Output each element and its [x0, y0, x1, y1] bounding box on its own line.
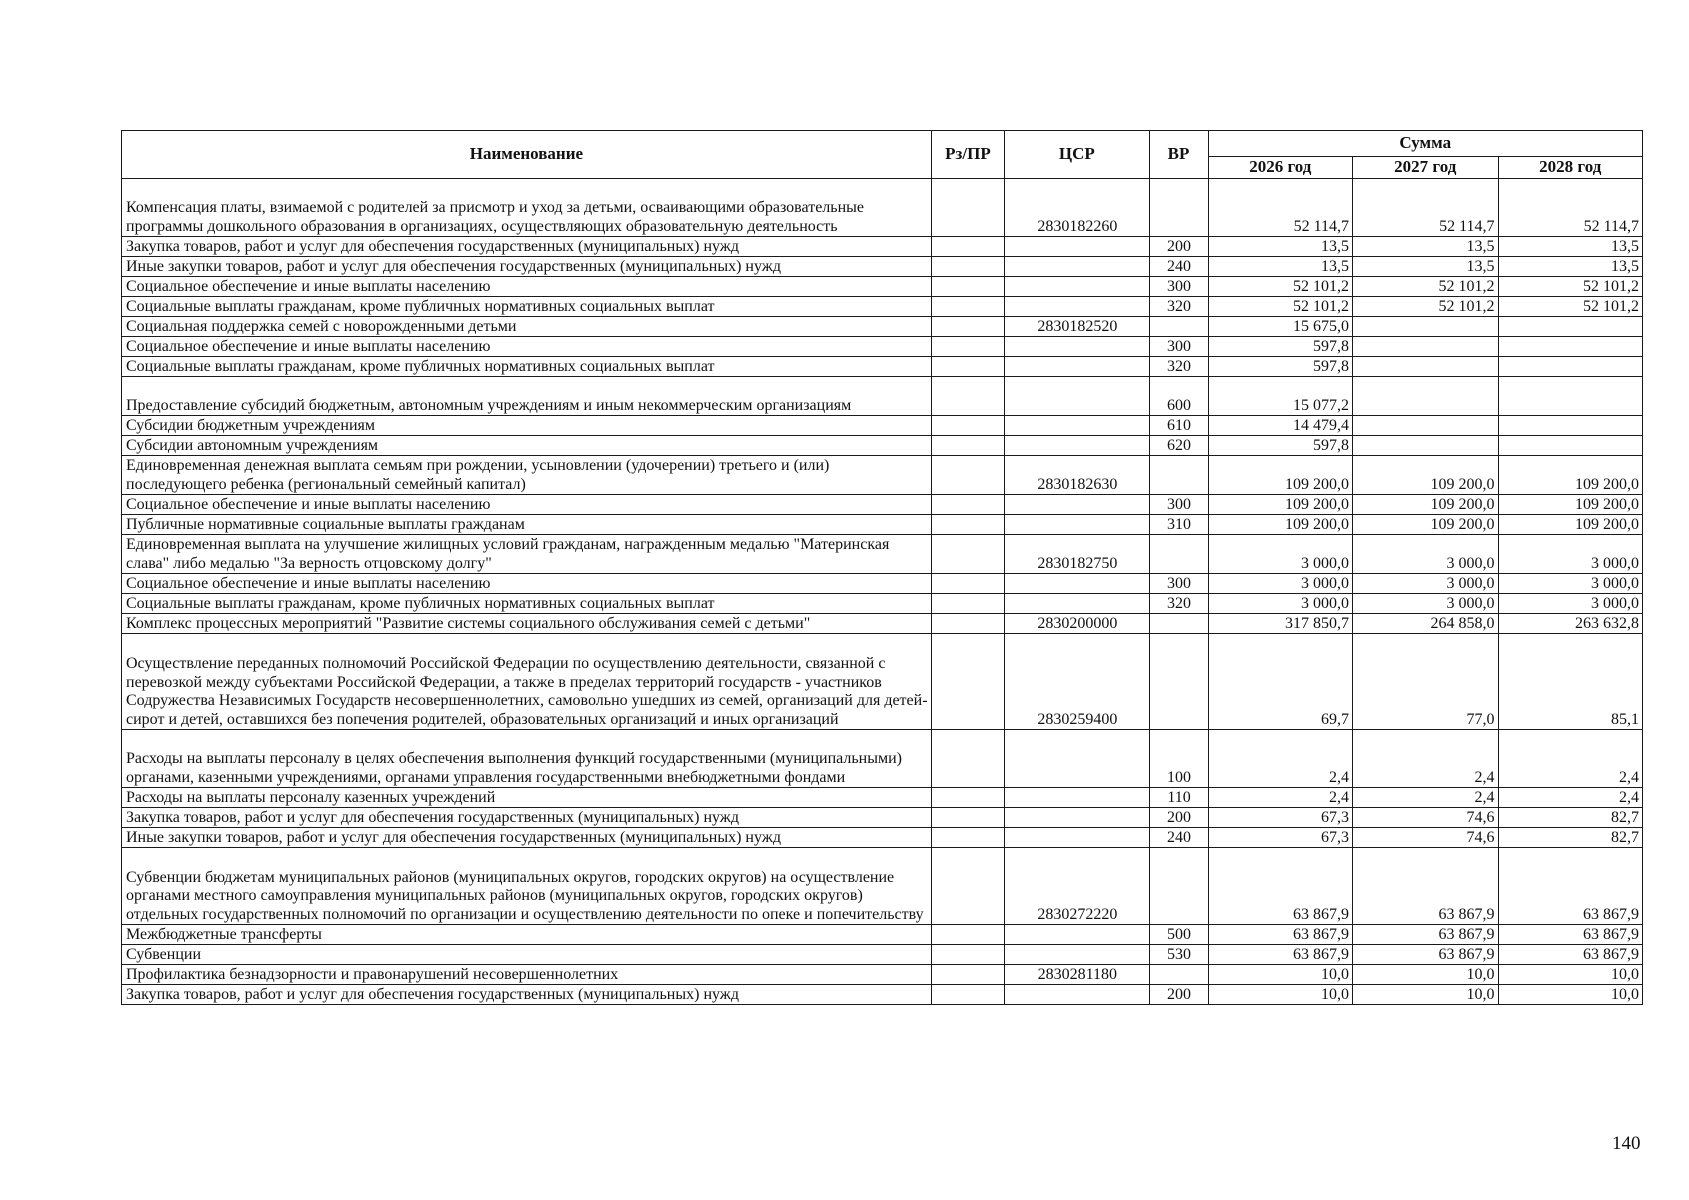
row-sum-2027: 52 101,2 [1353, 277, 1498, 297]
row-sum-2026: 52 101,2 [1208, 297, 1352, 317]
row-name: Расходы на выплаты персоналу казенных учреждений [122, 788, 932, 808]
header-sum: Сумма [1208, 131, 1642, 157]
table-row [122, 257, 1643, 277]
row-sum-2028: 52 101,2 [1498, 277, 1643, 297]
row-csr [1005, 985, 1149, 1005]
row-name: Социальное обеспечение и иные выплаты населению [122, 574, 932, 594]
row-rz-pr [931, 535, 1004, 574]
table-row [122, 925, 1643, 945]
row-sum-2028: 63 867,9 [1498, 945, 1643, 965]
row-vr: 110 [1149, 788, 1208, 808]
row-name: Профилактика безнадзорности и правонарушений несовершеннолетних [122, 965, 932, 985]
row-sum-2026: 597,8 [1208, 337, 1352, 357]
row-rz-pr [931, 377, 1004, 416]
row-sum-2028: 2,4 [1498, 788, 1643, 808]
row-sum-2026: 109 200,0 [1208, 515, 1352, 535]
table-row [122, 985, 1643, 1005]
row-rz-pr [931, 436, 1004, 456]
row-sum-2028: 2,4 [1498, 730, 1643, 788]
row-name: Закупка товаров, работ и услуг для обеспечения государственных (муниципальных) нужд [122, 985, 932, 1005]
row-rz-pr [931, 594, 1004, 614]
row-vr: 310 [1149, 515, 1208, 535]
row-vr: 240 [1149, 828, 1208, 848]
table-row [122, 436, 1643, 456]
row-sum-2026: 3 000,0 [1208, 574, 1352, 594]
row-rz-pr [931, 337, 1004, 357]
row-csr [1005, 574, 1149, 594]
row-csr: 2830272220 [1005, 848, 1149, 925]
row-vr [1149, 535, 1208, 574]
row-name: Расходы на выплаты персоналу в целях обеспечения выполнения функций государственными (муниципальными) органами, казенными учреждениями, органами управления государственными внебюджетными фондами [122, 730, 932, 788]
row-sum-2027: 3 000,0 [1353, 574, 1498, 594]
row-csr: 2830182260 [1005, 179, 1149, 237]
row-vr: 200 [1149, 985, 1208, 1005]
row-name: Единовременная выплата на улучшение жилищных условий гражданам, награжденным медалью "Материнская слава" либо медалью "За верность отцовскому долгу" [122, 535, 932, 574]
row-rz-pr [931, 237, 1004, 257]
row-sum-2027: 3 000,0 [1353, 535, 1498, 574]
row-sum-2026: 13,5 [1208, 257, 1352, 277]
row-name: Социальные выплаты гражданам, кроме публичных нормативных социальных выплат [122, 297, 932, 317]
row-sum-2028: 63 867,9 [1498, 925, 1643, 945]
table-row [122, 317, 1643, 337]
row-sum-2028: 63 867,9 [1498, 848, 1643, 925]
table-row [122, 456, 1643, 495]
row-vr: 100 [1149, 730, 1208, 788]
row-vr: 300 [1149, 337, 1208, 357]
row-vr [1149, 848, 1208, 925]
row-csr: 2830182750 [1005, 535, 1149, 574]
row-name: Социальная поддержка семей с новорожденными детьми [122, 317, 932, 337]
row-csr [1005, 945, 1149, 965]
row-sum-2028 [1498, 337, 1643, 357]
row-sum-2027: 13,5 [1353, 257, 1498, 277]
row-sum-2027 [1353, 377, 1498, 416]
row-sum-2027: 264 858,0 [1353, 614, 1498, 634]
row-name: Субвенции бюджетам муниципальных районов (муниципальных округов, городских округов) на осуществление органами местного самоуправления муниципальных районов (муниципальных округов, городских округов) отдельных государственных полномочий по организации и осуществлению деятельности по опеке и попечительству [122, 848, 932, 925]
row-sum-2027: 109 200,0 [1353, 495, 1498, 515]
row-rz-pr [931, 574, 1004, 594]
row-sum-2026: 109 200,0 [1208, 456, 1352, 495]
table-row [122, 237, 1643, 257]
row-name: Социальное обеспечение и иные выплаты населению [122, 495, 932, 515]
row-sum-2026: 3 000,0 [1208, 594, 1352, 614]
row-sum-2027: 2,4 [1353, 730, 1498, 788]
row-rz-pr [931, 985, 1004, 1005]
row-rz-pr [931, 317, 1004, 337]
row-sum-2028 [1498, 436, 1643, 456]
row-rz-pr [931, 277, 1004, 297]
row-csr [1005, 808, 1149, 828]
row-sum-2028 [1498, 377, 1643, 416]
row-csr: 2830200000 [1005, 614, 1149, 634]
row-vr: 320 [1149, 594, 1208, 614]
table-row [122, 357, 1643, 377]
header-rz-pr: Рз/ПР [931, 131, 1004, 179]
row-sum-2028 [1498, 317, 1643, 337]
row-csr: 2830182630 [1005, 456, 1149, 495]
row-name: Социальные выплаты гражданам, кроме публичных нормативных социальных выплат [122, 357, 932, 377]
row-sum-2026: 317 850,7 [1208, 614, 1352, 634]
row-rz-pr [931, 808, 1004, 828]
header-year-2028: 2028 год [1498, 157, 1643, 179]
row-sum-2028: 52 101,2 [1498, 297, 1643, 317]
row-rz-pr [931, 495, 1004, 515]
row-vr: 320 [1149, 297, 1208, 317]
row-csr: 2830259400 [1005, 634, 1149, 730]
row-sum-2027: 109 200,0 [1353, 515, 1498, 535]
row-sum-2028: 109 200,0 [1498, 495, 1643, 515]
row-csr [1005, 237, 1149, 257]
row-sum-2027: 74,6 [1353, 808, 1498, 828]
row-sum-2026: 67,3 [1208, 808, 1352, 828]
row-csr [1005, 436, 1149, 456]
table-row [122, 277, 1643, 297]
row-name: Компенсация платы, взимаемой с родителей за присмотр и уход за детьми, осваивающими образовательные программы дошкольного образования в организациях, осуществляющих образовательную деятельность [122, 179, 932, 237]
row-vr [1149, 317, 1208, 337]
row-sum-2027: 13,5 [1353, 237, 1498, 257]
row-sum-2026: 597,8 [1208, 436, 1352, 456]
row-sum-2028: 10,0 [1498, 965, 1643, 985]
row-name: Предоставление субсидий бюджетным, автономным учреждениям и иным некоммерческим организациям [122, 377, 932, 416]
row-sum-2028: 263 632,8 [1498, 614, 1643, 634]
row-name: Закупка товаров, работ и услуг для обеспечения государственных (муниципальных) нужд [122, 808, 932, 828]
header-csr: ЦСР [1005, 131, 1149, 179]
row-sum-2028: 82,7 [1498, 808, 1643, 828]
row-csr [1005, 357, 1149, 377]
table-row [122, 535, 1643, 574]
row-sum-2026: 2,4 [1208, 788, 1352, 808]
row-name: Закупка товаров, работ и услуг для обеспечения государственных (муниципальных) нужд [122, 237, 932, 257]
row-vr: 610 [1149, 416, 1208, 436]
row-sum-2027: 77,0 [1353, 634, 1498, 730]
row-sum-2027 [1353, 436, 1498, 456]
row-sum-2027: 3 000,0 [1353, 594, 1498, 614]
table-row [122, 377, 1643, 416]
row-rz-pr [931, 965, 1004, 985]
row-sum-2027 [1353, 357, 1498, 377]
row-rz-pr [931, 515, 1004, 535]
row-name: Иные закупки товаров, работ и услуг для обеспечения государственных (муниципальных) нужд [122, 828, 932, 848]
row-csr [1005, 257, 1149, 277]
row-sum-2027: 10,0 [1353, 985, 1498, 1005]
table-row [122, 594, 1643, 614]
row-name: Социальное обеспечение и иные выплаты населению [122, 337, 932, 357]
row-name: Субсидии автономным учреждениям [122, 436, 932, 456]
row-sum-2026: 109 200,0 [1208, 495, 1352, 515]
row-vr: 300 [1149, 277, 1208, 297]
row-name: Межбюджетные трансферты [122, 925, 932, 945]
row-csr [1005, 297, 1149, 317]
row-sum-2027 [1353, 337, 1498, 357]
row-vr: 300 [1149, 574, 1208, 594]
table-row [122, 634, 1643, 730]
row-sum-2028: 13,5 [1498, 257, 1643, 277]
row-sum-2026: 15 675,0 [1208, 317, 1352, 337]
row-sum-2027: 2,4 [1353, 788, 1498, 808]
row-sum-2027: 10,0 [1353, 965, 1498, 985]
header-year-2026: 2026 год [1208, 157, 1352, 179]
row-rz-pr [931, 945, 1004, 965]
row-rz-pr [931, 634, 1004, 730]
table-body [122, 179, 1643, 1005]
row-vr: 300 [1149, 495, 1208, 515]
row-name: Социальное обеспечение и иные выплаты населению [122, 277, 932, 297]
row-csr: 2830182520 [1005, 317, 1149, 337]
row-csr [1005, 416, 1149, 436]
row-vr: 200 [1149, 808, 1208, 828]
row-sum-2027: 63 867,9 [1353, 848, 1498, 925]
row-sum-2026: 10,0 [1208, 985, 1352, 1005]
table-row [122, 848, 1643, 925]
row-vr: 600 [1149, 377, 1208, 416]
row-csr [1005, 730, 1149, 788]
table-row [122, 574, 1643, 594]
header-year-2027: 2027 год [1353, 157, 1498, 179]
row-sum-2028 [1498, 357, 1643, 377]
row-csr [1005, 377, 1149, 416]
row-rz-pr [931, 925, 1004, 945]
table-row [122, 614, 1643, 634]
row-csr [1005, 337, 1149, 357]
table-row [122, 179, 1643, 237]
row-rz-pr [931, 257, 1004, 277]
row-vr: 620 [1149, 436, 1208, 456]
budget-table [121, 130, 1643, 1005]
table-row [122, 808, 1643, 828]
row-rz-pr [931, 416, 1004, 436]
row-csr [1005, 515, 1149, 535]
row-sum-2028 [1498, 416, 1643, 436]
row-rz-pr [931, 828, 1004, 848]
table-row [122, 297, 1643, 317]
table-row [122, 828, 1643, 848]
row-sum-2028: 109 200,0 [1498, 456, 1643, 495]
row-sum-2027 [1353, 317, 1498, 337]
table-row [122, 416, 1643, 436]
row-csr: 2830281180 [1005, 965, 1149, 985]
row-sum-2026: 13,5 [1208, 237, 1352, 257]
row-rz-pr [931, 179, 1004, 237]
row-vr [1149, 965, 1208, 985]
table-row [122, 945, 1643, 965]
row-sum-2026: 63 867,9 [1208, 945, 1352, 965]
page-number: 140 [1612, 1133, 1641, 1154]
row-csr [1005, 788, 1149, 808]
row-name: Публичные нормативные социальные выплаты гражданам [122, 515, 932, 535]
row-sum-2028: 52 114,7 [1498, 179, 1643, 237]
table-row [122, 515, 1643, 535]
row-sum-2028: 3 000,0 [1498, 574, 1643, 594]
row-csr [1005, 277, 1149, 297]
row-sum-2028: 3 000,0 [1498, 535, 1643, 574]
row-rz-pr [931, 297, 1004, 317]
row-rz-pr [931, 788, 1004, 808]
row-sum-2026: 14 479,4 [1208, 416, 1352, 436]
row-vr [1149, 634, 1208, 730]
table-row [122, 730, 1643, 788]
row-sum-2027: 52 114,7 [1353, 179, 1498, 237]
row-csr [1005, 925, 1149, 945]
table-row [122, 337, 1643, 357]
table-row [122, 788, 1643, 808]
table-row [122, 495, 1643, 515]
row-rz-pr [931, 848, 1004, 925]
row-vr: 500 [1149, 925, 1208, 945]
row-vr: 530 [1149, 945, 1208, 965]
row-vr [1149, 179, 1208, 237]
row-sum-2026: 3 000,0 [1208, 535, 1352, 574]
row-csr [1005, 828, 1149, 848]
row-vr [1149, 456, 1208, 495]
row-sum-2027: 63 867,9 [1353, 925, 1498, 945]
row-sum-2027: 52 101,2 [1353, 297, 1498, 317]
row-sum-2026: 52 101,2 [1208, 277, 1352, 297]
row-rz-pr [931, 456, 1004, 495]
table-header [122, 131, 1643, 179]
row-sum-2026: 10,0 [1208, 965, 1352, 985]
row-rz-pr [931, 614, 1004, 634]
row-sum-2027: 63 867,9 [1353, 945, 1498, 965]
row-vr: 240 [1149, 257, 1208, 277]
row-csr [1005, 594, 1149, 614]
row-csr [1005, 495, 1149, 515]
row-name: Субсидии бюджетным учреждениям [122, 416, 932, 436]
row-rz-pr [931, 357, 1004, 377]
row-sum-2027: 74,6 [1353, 828, 1498, 848]
header-name: Наименование [122, 131, 932, 179]
row-sum-2026: 69,7 [1208, 634, 1352, 730]
row-rz-pr [931, 730, 1004, 788]
row-sum-2026: 15 077,2 [1208, 377, 1352, 416]
row-sum-2026: 67,3 [1208, 828, 1352, 848]
row-sum-2027 [1353, 416, 1498, 436]
row-sum-2028: 82,7 [1498, 828, 1643, 848]
row-sum-2026: 52 114,7 [1208, 179, 1352, 237]
row-name: Социальные выплаты гражданам, кроме публичных нормативных социальных выплат [122, 594, 932, 614]
row-vr: 200 [1149, 237, 1208, 257]
row-sum-2028: 13,5 [1498, 237, 1643, 257]
row-sum-2028: 10,0 [1498, 985, 1643, 1005]
table-row [122, 965, 1643, 985]
row-sum-2027: 109 200,0 [1353, 456, 1498, 495]
row-sum-2026: 597,8 [1208, 357, 1352, 377]
row-sum-2028: 3 000,0 [1498, 594, 1643, 614]
row-sum-2026: 2,4 [1208, 730, 1352, 788]
row-vr: 320 [1149, 357, 1208, 377]
header-vr: ВР [1149, 131, 1208, 179]
row-sum-2028: 109 200,0 [1498, 515, 1643, 535]
row-name: Иные закупки товаров, работ и услуг для обеспечения государственных (муниципальных) нужд [122, 257, 932, 277]
row-name: Единовременная денежная выплата семьям при рождении, усыновлении (удочерении) третьего и (или) последующего ребенка (региональный семейный капитал) [122, 456, 932, 495]
row-vr [1149, 614, 1208, 634]
row-sum-2026: 63 867,9 [1208, 848, 1352, 925]
row-sum-2028: 85,1 [1498, 634, 1643, 730]
row-sum-2026: 63 867,9 [1208, 925, 1352, 945]
row-name: Субвенции [122, 945, 932, 965]
row-name: Комплекс процессных мероприятий "Развитие системы социального обслуживания семей с детьми" [122, 614, 932, 634]
row-name: Осуществление переданных полномочий Российской Федерации по осуществлению деятельности, связанной с перевозкой между субъектами Российской Федерации, а также в пределах территорий государств - участников Содружества Независимых Государств несовершеннолетних, самовольно ушедших из семей, организаций для детей-сирот и детей, оставшихся без попечения родителей, образовательных организаций и иных организаций [122, 634, 932, 730]
